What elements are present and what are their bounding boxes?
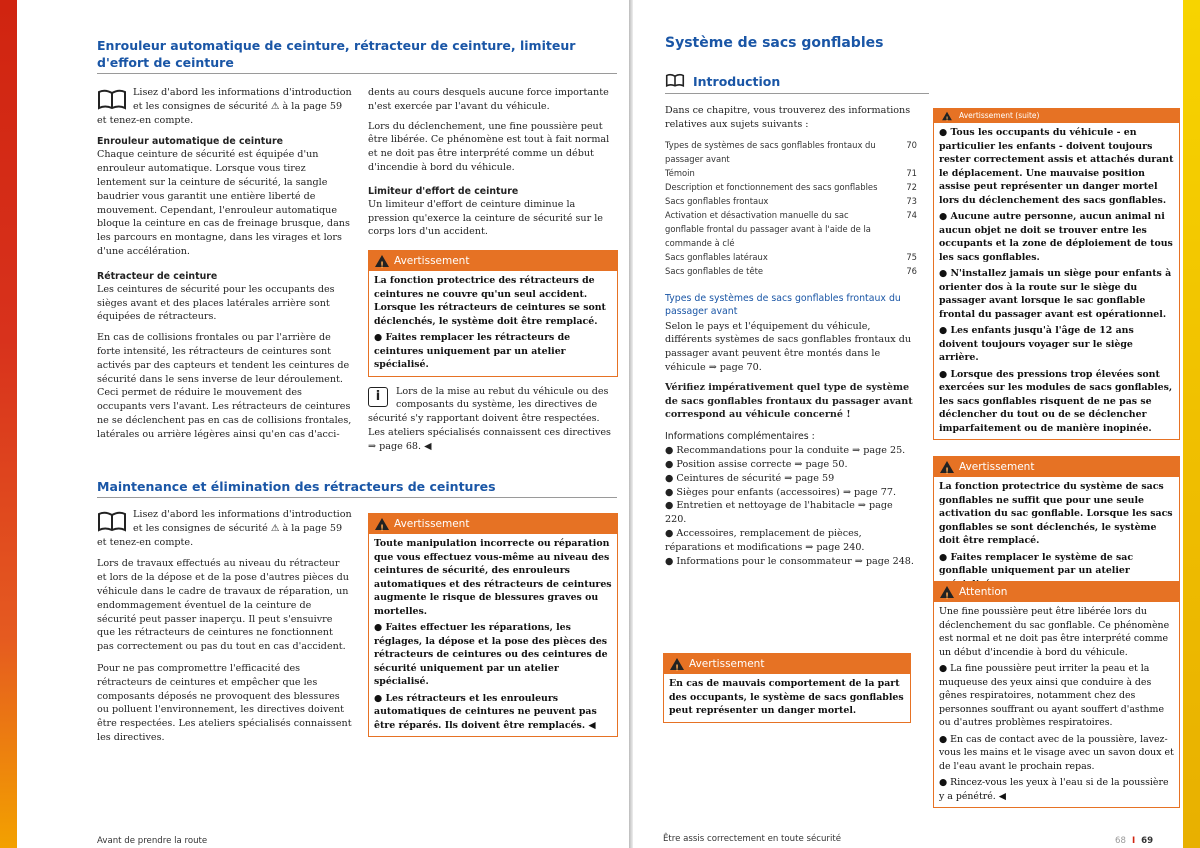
warning-box-single-use	[933, 456, 1180, 596]
right-edge-color-tab	[1183, 0, 1200, 848]
toc-row[interactable]: Sacs gonflables frontaux 73	[665, 195, 917, 206]
page-number-left: 68	[1115, 836, 1126, 846]
warning-triangle-icon	[940, 586, 954, 598]
warning-header: ! Avertissement	[369, 514, 617, 534]
paragraph-retracteur-1: Les ceintures de sécurité pour les occupants des sièges avant et des places latérales arrière sont équipées de rétracteurs.	[97, 283, 335, 323]
paragraph-maintenance-2: Pour ne pas compromettre l'efficacité des rétracteurs de ceintures et empêcher que les composants déposés ne provoquent des blessures ou polluent l'environnement, les directives doivent être respectées. Les ateliers spécialisés connaissent les directives.	[97, 662, 352, 743]
warning-body: La fonction protectrice du système de sacs gonflables ne suffit que pour une seule activation du sac gonflable. Lorsque les sacs gonflables se sont déclenchés, le système doit être remplacé. ● Faites remplacer le système de sac gonflable uniquement par un atelier	[939, 481, 1173, 576]
toc-row[interactable]: Types de systèmes de sacs gonflables frontaux du passager avant 70	[665, 139, 917, 164]
list-item: ● Informations pour le consommateur ⇒ page 248.	[665, 555, 914, 567]
toc-row[interactable]: Description et fonctionnement des sacs gonflables 72	[665, 181, 917, 192]
left-col-1-section2	[97, 508, 352, 745]
left-col-1	[97, 86, 352, 442]
warning-body: Toute manipulation incorrecte ou réparation que vous effectuez vous-même au niveau des ceintures de sécurité, des enrouleurs automatiques et des rétracteurs de ceintures augmente le risque de blessures graves ou mortelles. ● Faites effectuer les réparations, les réglages, la dépose et la pose des pièces des rétracteurs de ceintures ou des ceintures de sécurité uniquement par un atelier spécialisé. ● Les rétracteurs et les enrouleurs automatiques de ceintures ne peuvent pas être réparés. Ils doivent être remplacés. ◀	[374, 538, 612, 731]
paragraph-limiteur: Un limiteur d'effort de ceinture diminue la pression qu'exerce la ceinture de sécurité sur le corps lors d'un accident.	[368, 198, 603, 238]
attention-header: ! Attention	[934, 582, 1179, 602]
warning-triangle-icon	[940, 461, 954, 473]
toc-row[interactable]: Témoin 71	[665, 167, 917, 178]
right-col-1	[665, 104, 917, 568]
note-disposal: i Lors de la mise au rebut du véhicule ou des composants du système, les directives de sécurité s'y rapportant doivent être respectées. Les ateliers spécialisés connaissent ces directives ⇒ page 68. ◀	[368, 385, 611, 452]
paragraph-retracteur-2: En cas de collisions frontales ou par l'arrière de forte intensité, les rétracteurs de ceintures sont activés par des capteurs et tendent les ceintures de sécurité dans le sens inverse de leur déroulement. Ceci permet de réduire le mouvement des occupants vers l'avant. Les rétracteurs de ceintures ne se déclenchent pas en cas de collisions frontales, latérales ou arrière légères ainsi qu'en cas d'acci-	[97, 332, 352, 440]
list-item: ● Lorsque des pressions trop élevées sont exercées sur les modules de sacs gonflables, les sacs gonflables risquent de ne pas se déclencher du tout ou de se déclencher imparfaitement ou de manière inopinée.	[939, 368, 1173, 434]
left-edge-color-tab	[0, 0, 17, 848]
page-numbers	[1115, 836, 1153, 846]
attention-box-dust	[933, 581, 1180, 808]
intro-paragraph: Lisez d'abord les informations d'introduction et les consignes de sécurité ⚠ à la page 59 et tenez-en compte.	[97, 87, 352, 126]
list-item: ● Accessoires, remplacement de pièces, réparations et modifications ⇒ page 240.	[665, 527, 865, 553]
attention-body: Une fine poussière peut être libérée lors du déclenchement du sac gonflable. Ce phénomène est normal et ne doit pas être interprété comme un début d'incendie à bord du véhicule. ● La fine poussière peut irriter la peau et la muqueuse des yeux ainsi que conduire à des gênes respiratoires, notamment chez des personnes souffrant ou ayant souffert d'asthme ou d'autres problèmes respiratoires. ● En cas de contact avec de la poussière, lavez-vous les mains et le visage avec un savon doux et de l'eau avant le prochain repas. ● Rincez-vous les yeux à l'eau si de la poussière y a pénétré. ◀	[939, 606, 1174, 802]
paragraph-dust: Lors du déclenchement, une fine poussière peut être libérée. Ce phénomène est tout à fait normal et ne doit pas être interprété comme un début d'incendie à bord du véhicule.	[368, 120, 610, 173]
list-item: ● Tous les occupants du véhicule - en particulier les enfants - doivent toujours rester correctement assis et attachés durant le déplacement. Une mauvaise position assise peut représenter un danger mortel lors du déclenchement des sacs gonflables.	[939, 127, 1174, 206]
book-icon	[97, 510, 127, 532]
warning-box-airbag-danger	[663, 653, 911, 723]
paragraph-types: Selon le pays et l'équipement du véhicule, différents systèmes de sacs gonflables frontaux du passager avant peuvent être montés dans le véhicule ⇒ page 70.	[665, 320, 912, 373]
list-item: ● Entretien et nettoyage de l'habitacle ⇒ page 220.	[665, 500, 893, 526]
warning-header: ! Avertissement (suite)	[934, 109, 1179, 123]
info-icon: i	[368, 387, 388, 407]
book-icon	[665, 72, 685, 91]
warning-header: ! Avertissement	[934, 457, 1179, 477]
list-item: ● La fine poussière peut irriter la peau et la muqueuse des yeux ainsi que conduire à des gênes respiratoires, notamment chez des personnes souffrant ou ayant souffert d'asthme ou d'autres problèmes respiratoires.	[939, 663, 1164, 728]
list-item: ● Position assise correcte ⇒ page 50.	[665, 458, 848, 470]
footer-left: Avant de prendre la route	[97, 836, 208, 846]
list-item: ● En cas de contact avec de la poussière, lavez-vous les mains et le visage avec un savon doux et de l'eau avant le prochain repas.	[939, 733, 1174, 772]
chapter-title: Système de sacs gonflables	[665, 35, 884, 51]
list-item: ● Ceintures de sécurité ⇒ page 59	[665, 472, 835, 484]
list-item: ● N'installez jamais un siège pour enfants à orienter dos à la route sur le siège du passager avant lorsque le sac gonflable frontal du passager avant est opérationnel.	[939, 268, 1172, 320]
book-icon	[97, 88, 127, 110]
subheading-types: Types de systèmes de sacs gonflables frontaux du passager avant	[665, 292, 901, 317]
warning-header: ! Avertissement	[369, 251, 617, 271]
warning-triangle-icon	[375, 255, 389, 267]
section-title-belt-retractor: Enrouleur automatique de ceinture, rétracteur de ceinture, limiteur d'effort de ceinture	[97, 37, 617, 74]
subheading-limiteur: Limiteur d'effort de ceinture	[368, 185, 519, 197]
warning-triangle-icon	[670, 658, 684, 670]
toc-row[interactable]: Activation et désactivation manuelle du sac gonflable frontal du passager avant à l'aide de la commande à clé 74	[665, 209, 917, 248]
warning-body	[934, 123, 1179, 439]
toc-row[interactable]: Sacs gonflables latéraux 75	[665, 251, 917, 262]
warning-triangle-icon	[375, 518, 389, 530]
paragraph-verify: Vérifiez impérativement quel type de système de sacs gonflables frontaux du passager avant correspond au véhicule concerné !	[665, 381, 913, 421]
warning-header: ! Avertissement	[664, 654, 910, 674]
paragraph-enrouleur: Chaque ceinture de sécurité est équipée d'un enrouleur automatique. Lorsque vous tirez lentement sur la ceinture de sécurité, la sangle baudrier vous garantit une entière liberté de mouvement. Cependant, l'enrouleur automatique bloque la ceinture en cas de freinage brusque, dans les parcours en montagne, dans les virages et lors d'une accélération.	[97, 149, 350, 257]
subheading-retracteur: Rétracteur de ceinture	[97, 270, 218, 282]
intro-text: Dans ce chapitre, vous trouverez des informations relatives aux sujets suivants :	[665, 105, 911, 130]
footer-right: Être assis correctement en toute sécurité	[663, 834, 842, 844]
list-item: ● Recommandations pour la conduite ⇒ page 25.	[665, 445, 906, 457]
page-number-right: 69	[1141, 836, 1154, 846]
list-item: ● Rincez-vous les yeux à l'eau si de la poussière y a pénétré. ◀	[939, 777, 1169, 802]
warning-body: En cas de mauvais comportement de la part des occupants, le système de sacs gonflables peut représenter un danger mortel.	[669, 678, 904, 716]
subheading-enrouleur: Enrouleur automatique de ceinture	[97, 136, 283, 148]
page-number-separator: I	[1131, 836, 1136, 846]
left-col-2	[368, 86, 618, 454]
intro-heading: Introduction	[665, 72, 929, 94]
section-title-maintenance: Maintenance et élimination des rétracteurs de ceintures	[97, 478, 617, 498]
toc-row[interactable]: Sacs gonflables de tête 76	[665, 265, 917, 276]
table-of-contents	[665, 138, 917, 278]
warning-box-maintenance	[368, 513, 618, 737]
paragraph-maintenance-1: Lors de travaux effectués au niveau du rétracteur et lors de la dépose et de la pose d'autres pièces du véhicule dans le cadre de travaux de réparation, un endommagement éventuel de la ceinture de sécurité peut passer inaperçu. Il peut s'ensuivre que les rétracteurs de ceintures ne fonctionnent pas correctement ou pas du tout en cas d'accident.	[97, 558, 349, 653]
warning-body: La fonction protectrice des rétracteurs de ceintures ne couvre qu'un seul accident. Lorsque les rétracteurs de ceintures se sont déclenchés, le système doit être remplacé. ● Faites remplacer les rétracteurs de ceintures uniquement par un atelier spécialisé.	[374, 275, 606, 371]
list-item: ● Sièges pour enfants (accessoires) ⇒ page 77.	[665, 486, 897, 498]
list-item: ● Les enfants jusqu'à l'âge de 12 ans doivent toujours voyager sur le siège arrière.	[939, 325, 1134, 363]
info-heading: Informations complémentaires :	[665, 431, 815, 443]
right-page	[633, 0, 1183, 848]
left-page	[17, 0, 629, 848]
info-list	[665, 444, 917, 568]
warning-triangle-icon	[942, 112, 952, 120]
paragraph-continued: dents au cours desquels aucune force importante n'est exercée par l'avant du véhicule.	[368, 87, 609, 112]
intro-paragraph-2: Lisez d'abord les informations d'introduction et les consignes de sécurité ⚠ à la page 59 et tenez-en compte.	[97, 509, 352, 548]
warning-box-retractors	[368, 250, 618, 377]
list-item: ● Aucune autre personne, aucun animal ni aucun objet ne doit se trouver entre les occupants et la zone de déploiement de tous les sacs gonflables.	[939, 211, 1173, 263]
warning-box-continued	[933, 108, 1180, 440]
